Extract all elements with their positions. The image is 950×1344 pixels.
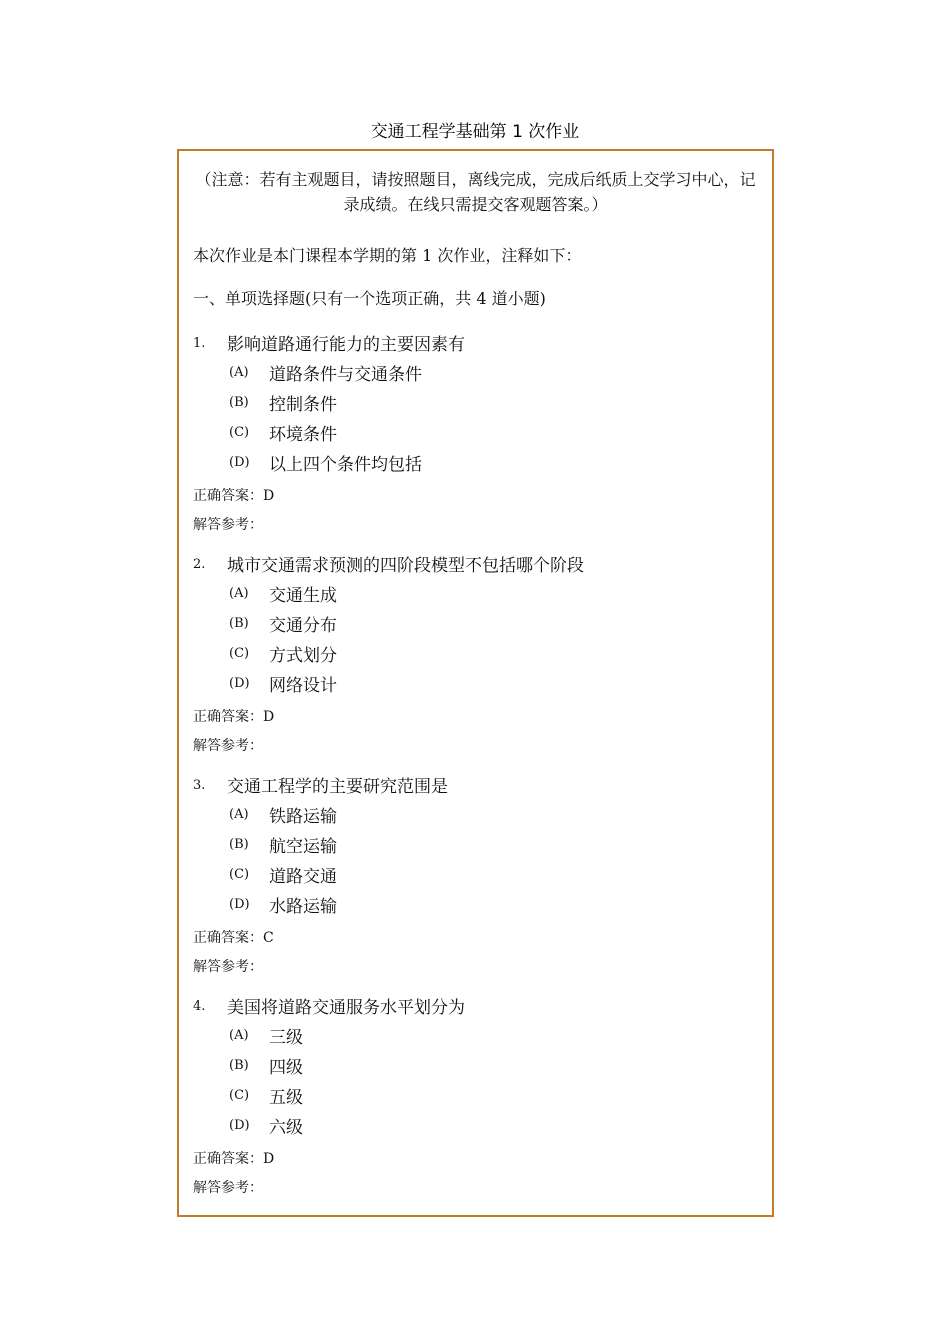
option-text: 三级 <box>269 1028 303 1048</box>
notice-text: （注意：若有主观题目，请按照题目，离线完成，完成后纸质上交学习中心，记录成绩。在线只需提交客观题答案。） <box>195 170 756 214</box>
option-text: 道路条件与交通条件 <box>269 365 422 385</box>
option-key: (C) <box>229 867 250 882</box>
option-text: 五级 <box>269 1088 303 1108</box>
correct-answer-value: D <box>263 709 275 725</box>
option-text: 四级 <box>269 1058 303 1078</box>
section-heading: 一、单项选择题(只有一个选项正确，共 4 道小题) <box>193 289 546 308</box>
option-key: (B) <box>229 837 249 852</box>
question-text: 城市交通需求预测的四阶段模型不包括哪个阶段 <box>227 556 584 576</box>
correct-answer <box>193 927 274 947</box>
option-text: 航空运输 <box>269 837 337 857</box>
option-key: (B) <box>229 616 249 631</box>
intro-text: 本次作业是本门课程本学期的第 1 次作业，注释如下： <box>193 246 582 265</box>
option-key: (A) <box>229 1028 249 1043</box>
correct-answer-value: D <box>263 488 275 504</box>
correct-answer <box>193 485 274 505</box>
option-text: 方式划分 <box>269 646 337 666</box>
correct-answer <box>193 1148 274 1168</box>
option-text: 以上四个条件均包括 <box>269 455 422 475</box>
explanation-label: 解答参考： <box>193 1180 263 1196</box>
explanation-label: 解答参考： <box>193 517 263 533</box>
option-key: (A) <box>229 365 249 380</box>
option-key: (B) <box>229 395 249 410</box>
explanation-label: 解答参考： <box>193 738 263 754</box>
correct-answer-value: C <box>263 930 274 946</box>
option-text: 铁路运输 <box>269 807 337 827</box>
question-number: 4. <box>193 999 206 1014</box>
document-title: 交通工程学基础第 1 次作业 <box>370 122 580 142</box>
homework-frame <box>177 149 774 1217</box>
question-text: 影响道路通行能力的主要因素有 <box>227 335 465 355</box>
option-text: 六级 <box>269 1118 303 1138</box>
question-number: 1. <box>193 336 206 351</box>
question-number: 3. <box>193 778 206 793</box>
option-text: 交通分布 <box>269 616 337 636</box>
option-text: 网络设计 <box>269 676 337 696</box>
option-key: (A) <box>229 586 249 601</box>
question-text: 交通工程学的主要研究范围是 <box>227 777 448 797</box>
option-key: (A) <box>229 807 249 822</box>
option-key: (D) <box>229 897 250 912</box>
question-number: 2. <box>193 557 206 572</box>
correct-answer-label: 正确答案： <box>193 709 263 725</box>
option-key: (D) <box>229 1118 250 1133</box>
option-text: 环境条件 <box>269 425 337 445</box>
option-key: (D) <box>229 676 250 691</box>
option-key: (C) <box>229 1088 250 1103</box>
correct-answer-label: 正确答案： <box>193 930 263 946</box>
option-key: (C) <box>229 646 250 661</box>
option-key: (C) <box>229 425 250 440</box>
correct-answer-label: 正确答案： <box>193 488 263 504</box>
correct-answer <box>193 706 274 726</box>
correct-answer-label: 正确答案： <box>193 1151 263 1167</box>
option-text: 水路运输 <box>269 897 337 917</box>
option-text: 控制条件 <box>269 395 337 415</box>
explanation-label: 解答参考： <box>193 959 263 975</box>
correct-answer-value: D <box>263 1151 275 1167</box>
option-key: (B) <box>229 1058 249 1073</box>
option-text: 交通生成 <box>269 586 337 606</box>
option-key: (D) <box>229 455 250 470</box>
question-text: 美国将道路交通服务水平划分为 <box>227 998 465 1018</box>
option-text: 道路交通 <box>269 867 337 887</box>
